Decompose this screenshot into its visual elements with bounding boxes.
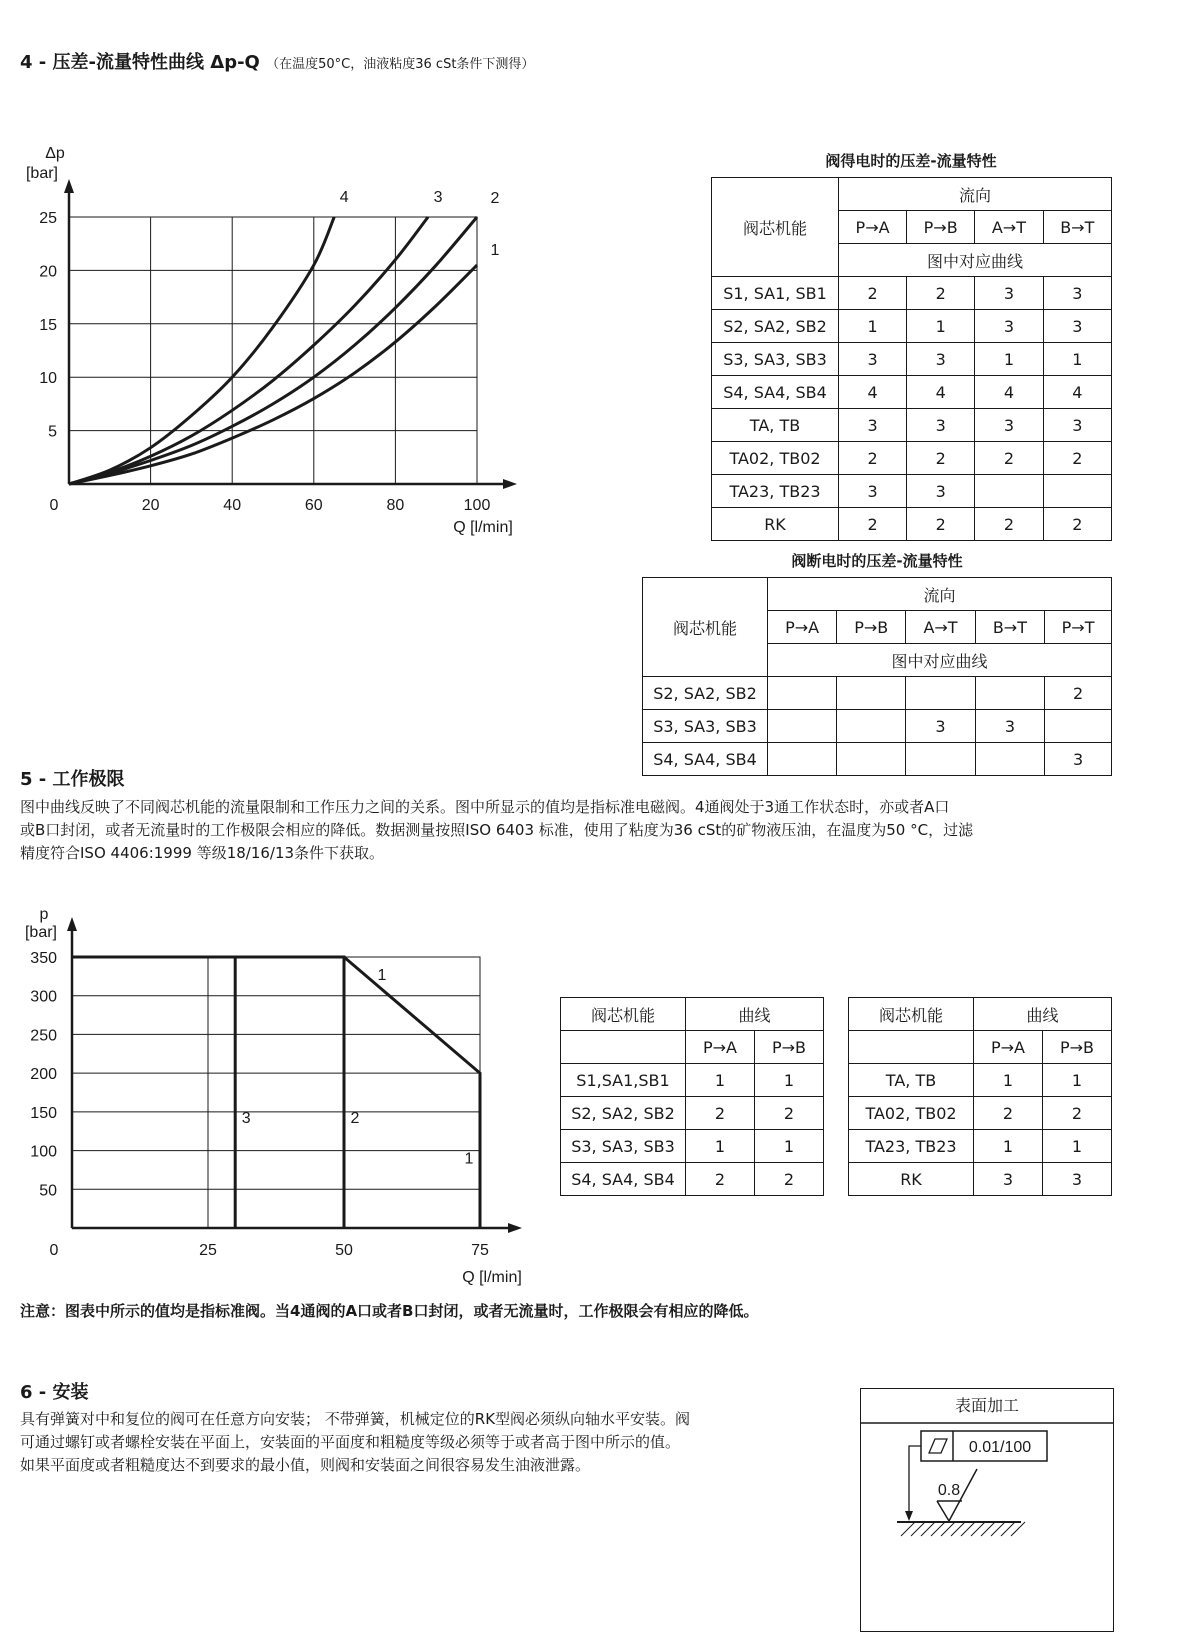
curve-label-1: 1 xyxy=(490,242,500,260)
curve-header-cell: 曲线 xyxy=(686,998,824,1031)
table-row xyxy=(561,1130,824,1163)
section-4-title xyxy=(20,48,534,74)
curve-number-cell: 3 xyxy=(975,710,1044,743)
x-tick-label: 50 xyxy=(335,1242,353,1259)
flatness-leader xyxy=(909,1446,921,1519)
plot-frame xyxy=(72,957,480,1228)
origin-label: 0 xyxy=(49,1242,59,1259)
x-tick-label: 100 xyxy=(463,497,491,514)
curve-1 xyxy=(69,265,477,484)
flow-header-cell: 流向 xyxy=(768,578,1112,611)
section-4-heading: 4 - 压差-流量特性曲线 Δp-Q xyxy=(20,52,260,73)
flatness-value: 0.01/100 xyxy=(968,1439,1032,1456)
spool-name-cell: RK xyxy=(849,1163,974,1196)
y-tick-label: 200 xyxy=(30,1066,57,1084)
operating-limits-chart xyxy=(0,895,560,1295)
table-header-row xyxy=(561,998,824,1031)
y-axis-label: Δp xyxy=(45,145,65,162)
y-tick-label: 5 xyxy=(48,423,57,441)
curve-number-cell: 3 xyxy=(1043,277,1111,310)
curve-number-cell: 4 xyxy=(1043,376,1111,409)
deenergized-flow-table xyxy=(642,577,1112,776)
limit-curve-1 xyxy=(72,957,480,1228)
curve-number-cell: 2 xyxy=(975,508,1043,541)
limit-curve-3 xyxy=(72,957,235,1228)
direction-header-cell: B→T xyxy=(975,611,1044,644)
spool-name-cell: S3, SA3, SB3 xyxy=(712,343,839,376)
curve-number-cell xyxy=(768,743,837,776)
roughness-value: 0.8 xyxy=(937,1482,961,1499)
spool-name-cell: S2, SA2, SB2 xyxy=(643,677,768,710)
table-row xyxy=(643,743,1112,776)
y-tick-label: 50 xyxy=(39,1182,57,1200)
curve-number-cell: 1 xyxy=(1043,343,1111,376)
section-6-line: 如果平面度或者粗糙度达不到要求的最小值，则阀和安装面之间很容易发生油液泄露。 xyxy=(20,1456,591,1474)
table2-title: 阀断电时的压差-流量特性 xyxy=(791,552,963,570)
y-tick-label: 25 xyxy=(39,210,57,227)
curve-number-cell xyxy=(906,677,975,710)
spool-name-cell: S1,SA1,SB1 xyxy=(561,1064,686,1097)
curve-number-cell: 3 xyxy=(907,409,975,442)
curve-number-cell: 3 xyxy=(1043,310,1111,343)
curve-number-cell: 2 xyxy=(754,1097,823,1130)
flow-header-cell: 流向 xyxy=(839,178,1112,211)
limit-curve-label-2: 2 xyxy=(350,1109,360,1127)
y-tick-label: 250 xyxy=(30,1027,57,1045)
curve-number-cell: 2 xyxy=(839,442,907,475)
curve-number-cell: 3 xyxy=(1042,1163,1111,1196)
curve-number-cell: 2 xyxy=(1045,677,1112,710)
section-4-note: （在温度50°C，油液粘度36 cSt条件下测得） xyxy=(266,57,535,72)
table-row xyxy=(712,475,1112,508)
y-tick-label: 300 xyxy=(30,988,57,1006)
curve-number-cell xyxy=(1043,475,1111,508)
curve-number-cell: 3 xyxy=(907,475,975,508)
surface-finish-box xyxy=(860,1388,1114,1632)
direction-header-cell: P→A xyxy=(974,1031,1043,1064)
curve-number-cell: 1 xyxy=(907,310,975,343)
curve-number-cell: 2 xyxy=(754,1163,823,1196)
table-row xyxy=(643,677,1112,710)
curve-number-cell: 3 xyxy=(839,343,907,376)
leader-arrow-icon xyxy=(905,1511,913,1521)
y-tick-label: 20 xyxy=(39,263,57,281)
curve-2 xyxy=(69,217,477,484)
spool-name-cell: RK xyxy=(712,508,839,541)
table-row xyxy=(561,1163,824,1196)
curve-number-cell xyxy=(975,677,1044,710)
table-row xyxy=(712,442,1112,475)
table-row xyxy=(712,343,1112,376)
y-tick-label: 100 xyxy=(30,1143,57,1161)
limits-table-t xyxy=(848,997,1112,1196)
energized-flow-table xyxy=(711,177,1112,541)
curve-number-cell: 2 xyxy=(907,508,975,541)
curve-number-cell xyxy=(906,743,975,776)
curve-number-cell: 4 xyxy=(839,376,907,409)
spool-name-cell: TA02, TB02 xyxy=(712,442,839,475)
spool-name-cell: S4, SA4, SB4 xyxy=(643,743,768,776)
spool-name-cell: TA, TB xyxy=(712,409,839,442)
y-axis-arrow-icon xyxy=(64,179,74,193)
curve-number-cell: 2 xyxy=(686,1163,755,1196)
curve-number-cell: 3 xyxy=(906,710,975,743)
spool-header-cell: 阀芯机能 xyxy=(712,178,839,277)
spool-name-cell: S3, SA3, SB3 xyxy=(561,1130,686,1163)
y-tick-label: 10 xyxy=(39,370,57,388)
surface-finish-title: 表面加工 xyxy=(954,1398,1020,1415)
curve-number-cell xyxy=(768,710,837,743)
curve-number-cell xyxy=(768,677,837,710)
section-5-line: 或B口封闭，或者无流量时的工作极限会相应的降低。数据测量按照ISO 6403 标准，使用了粘度为36 cSt的矿物液压油，在温度为50 °C，过滤 xyxy=(20,821,974,839)
x-tick-label: 40 xyxy=(223,497,242,514)
pressure-drop-chart xyxy=(0,130,560,550)
direction-header-cell: A→T xyxy=(975,211,1043,244)
direction-header-cell: B→T xyxy=(1043,211,1111,244)
spool-name-cell: S1, SA1, SB1 xyxy=(712,277,839,310)
curve-number-cell: 1 xyxy=(839,310,907,343)
x-axis-label: Q [l/min] xyxy=(453,519,513,536)
curve-number-cell: 2 xyxy=(907,277,975,310)
curve-number-cell: 3 xyxy=(974,1163,1043,1196)
table-row xyxy=(712,310,1112,343)
section-5-line: 精度符合ISO 4406:1999 等级18/16/13条件下获取。 xyxy=(20,844,385,862)
curve-number-cell: 1 xyxy=(754,1064,823,1097)
direction-header-cell: P→A xyxy=(768,611,837,644)
curve-number-cell: 3 xyxy=(839,475,907,508)
surface-finish-diagram xyxy=(861,1389,1113,1631)
curve-number-cell: 1 xyxy=(974,1064,1043,1097)
curve-header-cell: 曲线 xyxy=(974,998,1112,1031)
plot-frame xyxy=(69,217,477,484)
y-tick-label: 150 xyxy=(30,1104,57,1122)
curve-number-cell: 2 xyxy=(974,1097,1043,1130)
x-tick-label: 25 xyxy=(199,1242,217,1259)
curve-number-cell: 1 xyxy=(754,1130,823,1163)
curve-number-cell: 3 xyxy=(975,409,1043,442)
empty-header-cell xyxy=(561,1031,686,1064)
table-row xyxy=(849,1097,1112,1130)
y-tick-label: 350 xyxy=(30,950,57,967)
curve-number-cell xyxy=(1045,710,1112,743)
curve-label-2: 2 xyxy=(490,190,500,207)
table1-title: 阀得电时的压差-流量特性 xyxy=(825,152,997,170)
table-row xyxy=(849,1163,1112,1196)
curve-number-cell: 3 xyxy=(839,409,907,442)
x-tick-label: 60 xyxy=(304,497,323,514)
x-tick-label: 75 xyxy=(471,1242,489,1259)
direction-header-cell: P→B xyxy=(837,611,906,644)
x-axis-arrow-icon xyxy=(503,479,517,489)
spool-name-cell: S3, SA3, SB3 xyxy=(643,710,768,743)
surface-hatching xyxy=(901,1522,1025,1536)
y-axis-unit: [bar] xyxy=(25,165,59,182)
table-row xyxy=(643,710,1112,743)
curve-3 xyxy=(69,217,428,484)
curve-number-cell xyxy=(837,743,906,776)
section-5-text xyxy=(20,796,1120,865)
spool-name-cell: TA23, TB23 xyxy=(712,475,839,508)
curve-number-cell: 2 xyxy=(839,508,907,541)
spool-header-cell: 阀芯机能 xyxy=(643,578,768,677)
curve-number-cell: 3 xyxy=(1045,743,1112,776)
curve-number-cell: 2 xyxy=(1042,1097,1111,1130)
curve-number-cell: 2 xyxy=(907,442,975,475)
section-5-title: 5 - 工作极限 xyxy=(20,769,125,790)
table-row xyxy=(712,409,1112,442)
curve-number-cell: 3 xyxy=(975,277,1043,310)
curve-number-cell xyxy=(975,475,1043,508)
table-row xyxy=(712,508,1112,541)
table-header-row xyxy=(712,178,1112,211)
curve-number-cell: 1 xyxy=(686,1064,755,1097)
direction-header-cell: P→A xyxy=(686,1031,755,1064)
curve-number-cell xyxy=(837,710,906,743)
table-row xyxy=(712,277,1112,310)
table-row xyxy=(849,1064,1112,1097)
x-axis-label: Q [l/min] xyxy=(462,1269,522,1286)
curve-number-cell: 1 xyxy=(975,343,1043,376)
section-6-line: 具有弹簧对中和复位的阀可在任意方向安装； 不带弹簧，机械定位的RK型阀必须纵向轴水平安装。阀 xyxy=(20,1410,691,1428)
curve-4 xyxy=(69,217,334,484)
spool-name-cell: S2, SA2, SB2 xyxy=(712,310,839,343)
curve-number-cell: 4 xyxy=(975,376,1043,409)
curve-number-cell xyxy=(975,743,1044,776)
direction-header-cell: P→A xyxy=(839,211,907,244)
direction-header-cell: A→T xyxy=(906,611,975,644)
table-header-row xyxy=(561,1031,824,1064)
table-row xyxy=(561,1064,824,1097)
curve-header-cell: 图中对应曲线 xyxy=(768,644,1112,677)
section-6-text xyxy=(20,1408,820,1477)
origin-label: 0 xyxy=(49,497,59,514)
table-row xyxy=(561,1097,824,1130)
curve-number-cell: 3 xyxy=(1043,409,1111,442)
spool-name-cell: TA02, TB02 xyxy=(849,1097,974,1130)
curve-number-cell: 3 xyxy=(975,310,1043,343)
direction-header-cell: P→B xyxy=(1042,1031,1111,1064)
section-6-title: 6 - 安装 xyxy=(20,1382,89,1403)
curve-number-cell: 2 xyxy=(975,442,1043,475)
spool-name-cell: S4, SA4, SB4 xyxy=(561,1163,686,1196)
curve-number-cell xyxy=(837,677,906,710)
table-header-row xyxy=(643,578,1112,611)
curve-number-cell: 1 xyxy=(1042,1130,1111,1163)
direction-header-cell: P→T xyxy=(1045,611,1112,644)
y-axis-label: p xyxy=(39,906,49,923)
flatness-icon xyxy=(929,1439,947,1453)
limits-note: 注意：图表中所示的值均是指标准阀。当4通阀的A口或者B口封闭，或者无流量时，工作极限会有相应的降低。 xyxy=(20,1302,759,1320)
section-5-line: 图中曲线反映了不同阀芯机能的流量限制和工作压力之间的关系。图中所显示的值均是指标准电磁阀。4通阀处于3通工作状态时，亦或者A口 xyxy=(20,798,950,816)
curve-number-cell: 1 xyxy=(1042,1064,1111,1097)
curve-header-cell: 图中对应曲线 xyxy=(839,244,1112,277)
spool-name-cell: TA, TB xyxy=(849,1064,974,1097)
limit-curve-label-1: 1 xyxy=(377,967,387,984)
spool-name-cell: TA23, TB23 xyxy=(849,1130,974,1163)
direction-header-cell: P→B xyxy=(907,211,975,244)
section-6-line: 可通过螺钉或者螺栓安装在平面上，安装面的平面度和粗糙度等级必须等于或者高于图中所示的值。 xyxy=(20,1433,681,1451)
curve-number-cell: 2 xyxy=(686,1097,755,1130)
curve-label-3: 3 xyxy=(433,189,443,206)
direction-header-cell: P→B xyxy=(754,1031,823,1064)
table-header-row xyxy=(849,998,1112,1031)
curve-label-4: 4 xyxy=(339,189,349,206)
curve-number-cell: 2 xyxy=(1043,442,1111,475)
curve-number-cell: 4 xyxy=(907,376,975,409)
curve-number-cell: 3 xyxy=(907,343,975,376)
y-tick-label: 15 xyxy=(39,316,57,334)
table-row xyxy=(849,1130,1112,1163)
limit-curve-label-3: 3 xyxy=(241,1109,251,1127)
spool-name-cell: S4, SA4, SB4 xyxy=(712,376,839,409)
limit-curve-label-1: 1 xyxy=(464,1150,474,1168)
spool-header-cell: 阀芯机能 xyxy=(849,998,974,1031)
spool-header-cell: 阀芯机能 xyxy=(561,998,686,1031)
curve-number-cell: 1 xyxy=(686,1130,755,1163)
y-axis-arrow-icon xyxy=(67,917,77,931)
curve-number-cell: 1 xyxy=(974,1130,1043,1163)
table-header-row xyxy=(849,1031,1112,1064)
x-tick-label: 80 xyxy=(386,497,405,514)
curve-number-cell: 2 xyxy=(1043,508,1111,541)
empty-header-cell xyxy=(849,1031,974,1064)
y-axis-unit: [bar] xyxy=(24,924,58,941)
x-axis-arrow-icon xyxy=(508,1223,522,1233)
table-row xyxy=(712,376,1112,409)
spool-name-cell: S2, SA2, SB2 xyxy=(561,1097,686,1130)
limits-table-s xyxy=(560,997,824,1196)
x-tick-label: 20 xyxy=(141,497,160,514)
curve-number-cell: 2 xyxy=(839,277,907,310)
